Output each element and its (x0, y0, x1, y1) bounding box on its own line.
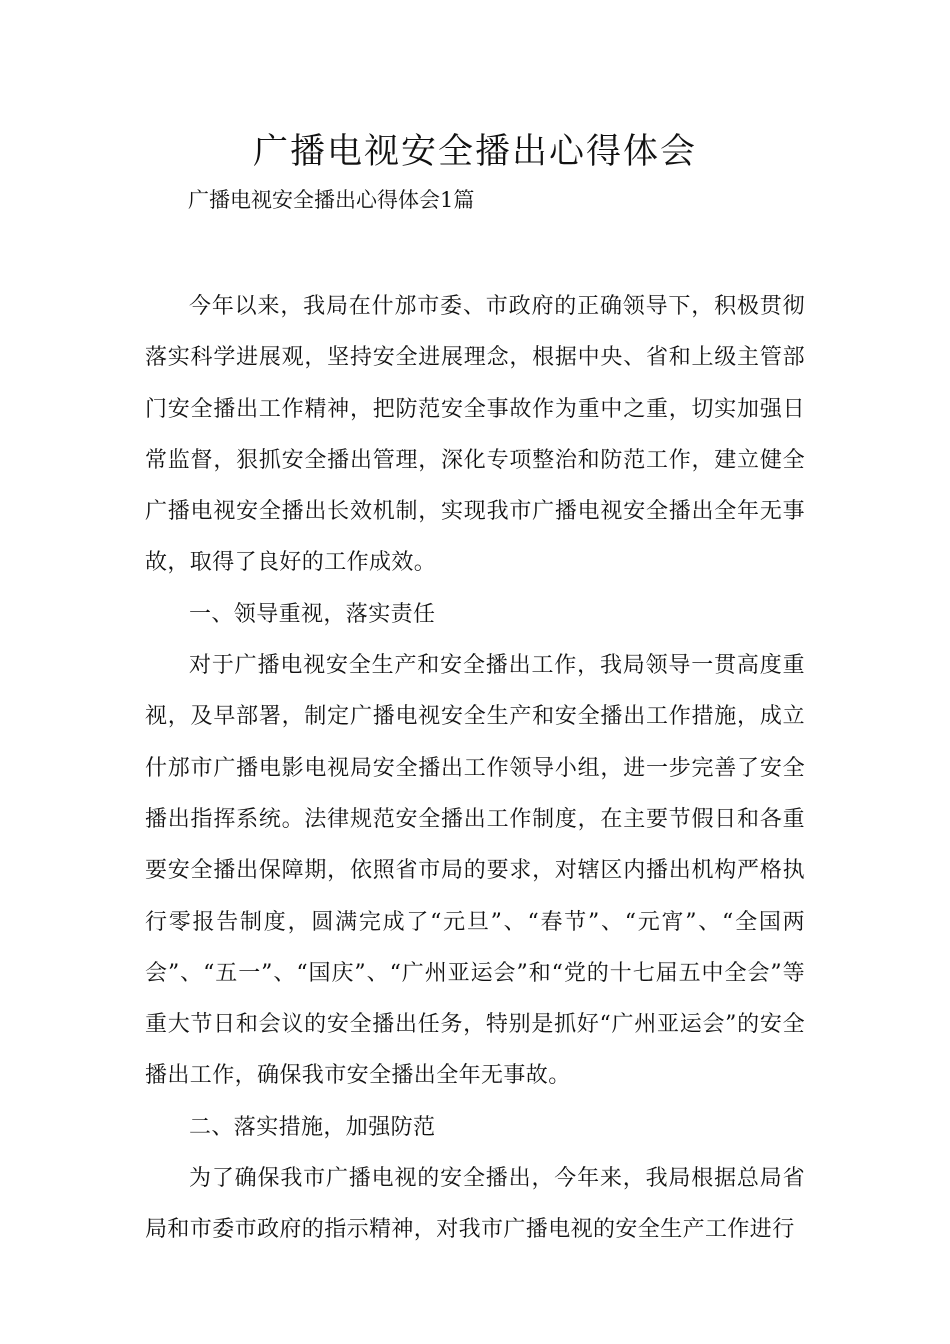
paragraph-intro: 今年以来，我局在什邡市委、市政府的正确领导下，积极贯彻落实科学进展观，坚持安全进展理念，根据中央、省和上级主管部门安全播出工作精神，把防范安全事故作为重中之重，切实加强日常监督，狠抓安全播出管理，深化专项整治和防范工作，建立健全广播电视安全播出长效机制，实现我市广播电视安全播出全年无事故，取得了良好的工作成效。 (145, 294, 805, 576)
document-title: 广播电视安全播出心得体会 (252, 132, 697, 172)
document-subtitle: 广播电视安全播出心得体会1篇 (188, 188, 475, 212)
paragraph-section-1: 对于广播电视安全生产和安全播出工作，我局领导一贯高度重视，及早部署，制定广播电视安全生产和安全播出工作措施，成立什邡市广播电影电视局安全播出工作领导小组，进一步完善了安全播出指挥系统。法律规范安全播出工作制度，在主要节假日和各重要安全播出保障期，依照省市局的要求，对辖区内播出机构严格执行零报告制度，圆满完成了“元旦”、“春节”、“元宵”、“全国两会”、“五一”、“国庆”、“广州亚运会”和“党的十七届五中全会”等重大节日和会议的安全播出任务，特别是抓好“广州亚运会”的安全播出工作，确保我市安全播出全年无事故。 (145, 653, 805, 1089)
paragraph-section-2: 为了确保我市广播电视的安全播出，今年来，我局根据总局省局和市委市政府的指示精神，对我市广播电视的安全生产工作进行 (145, 1166, 805, 1243)
section-heading-2: 二、落实措施，加强防范 (189, 1114, 436, 1140)
document-body (145, 281, 805, 1256)
section-heading-1: 一、领导重视，落实责任 (189, 601, 436, 627)
